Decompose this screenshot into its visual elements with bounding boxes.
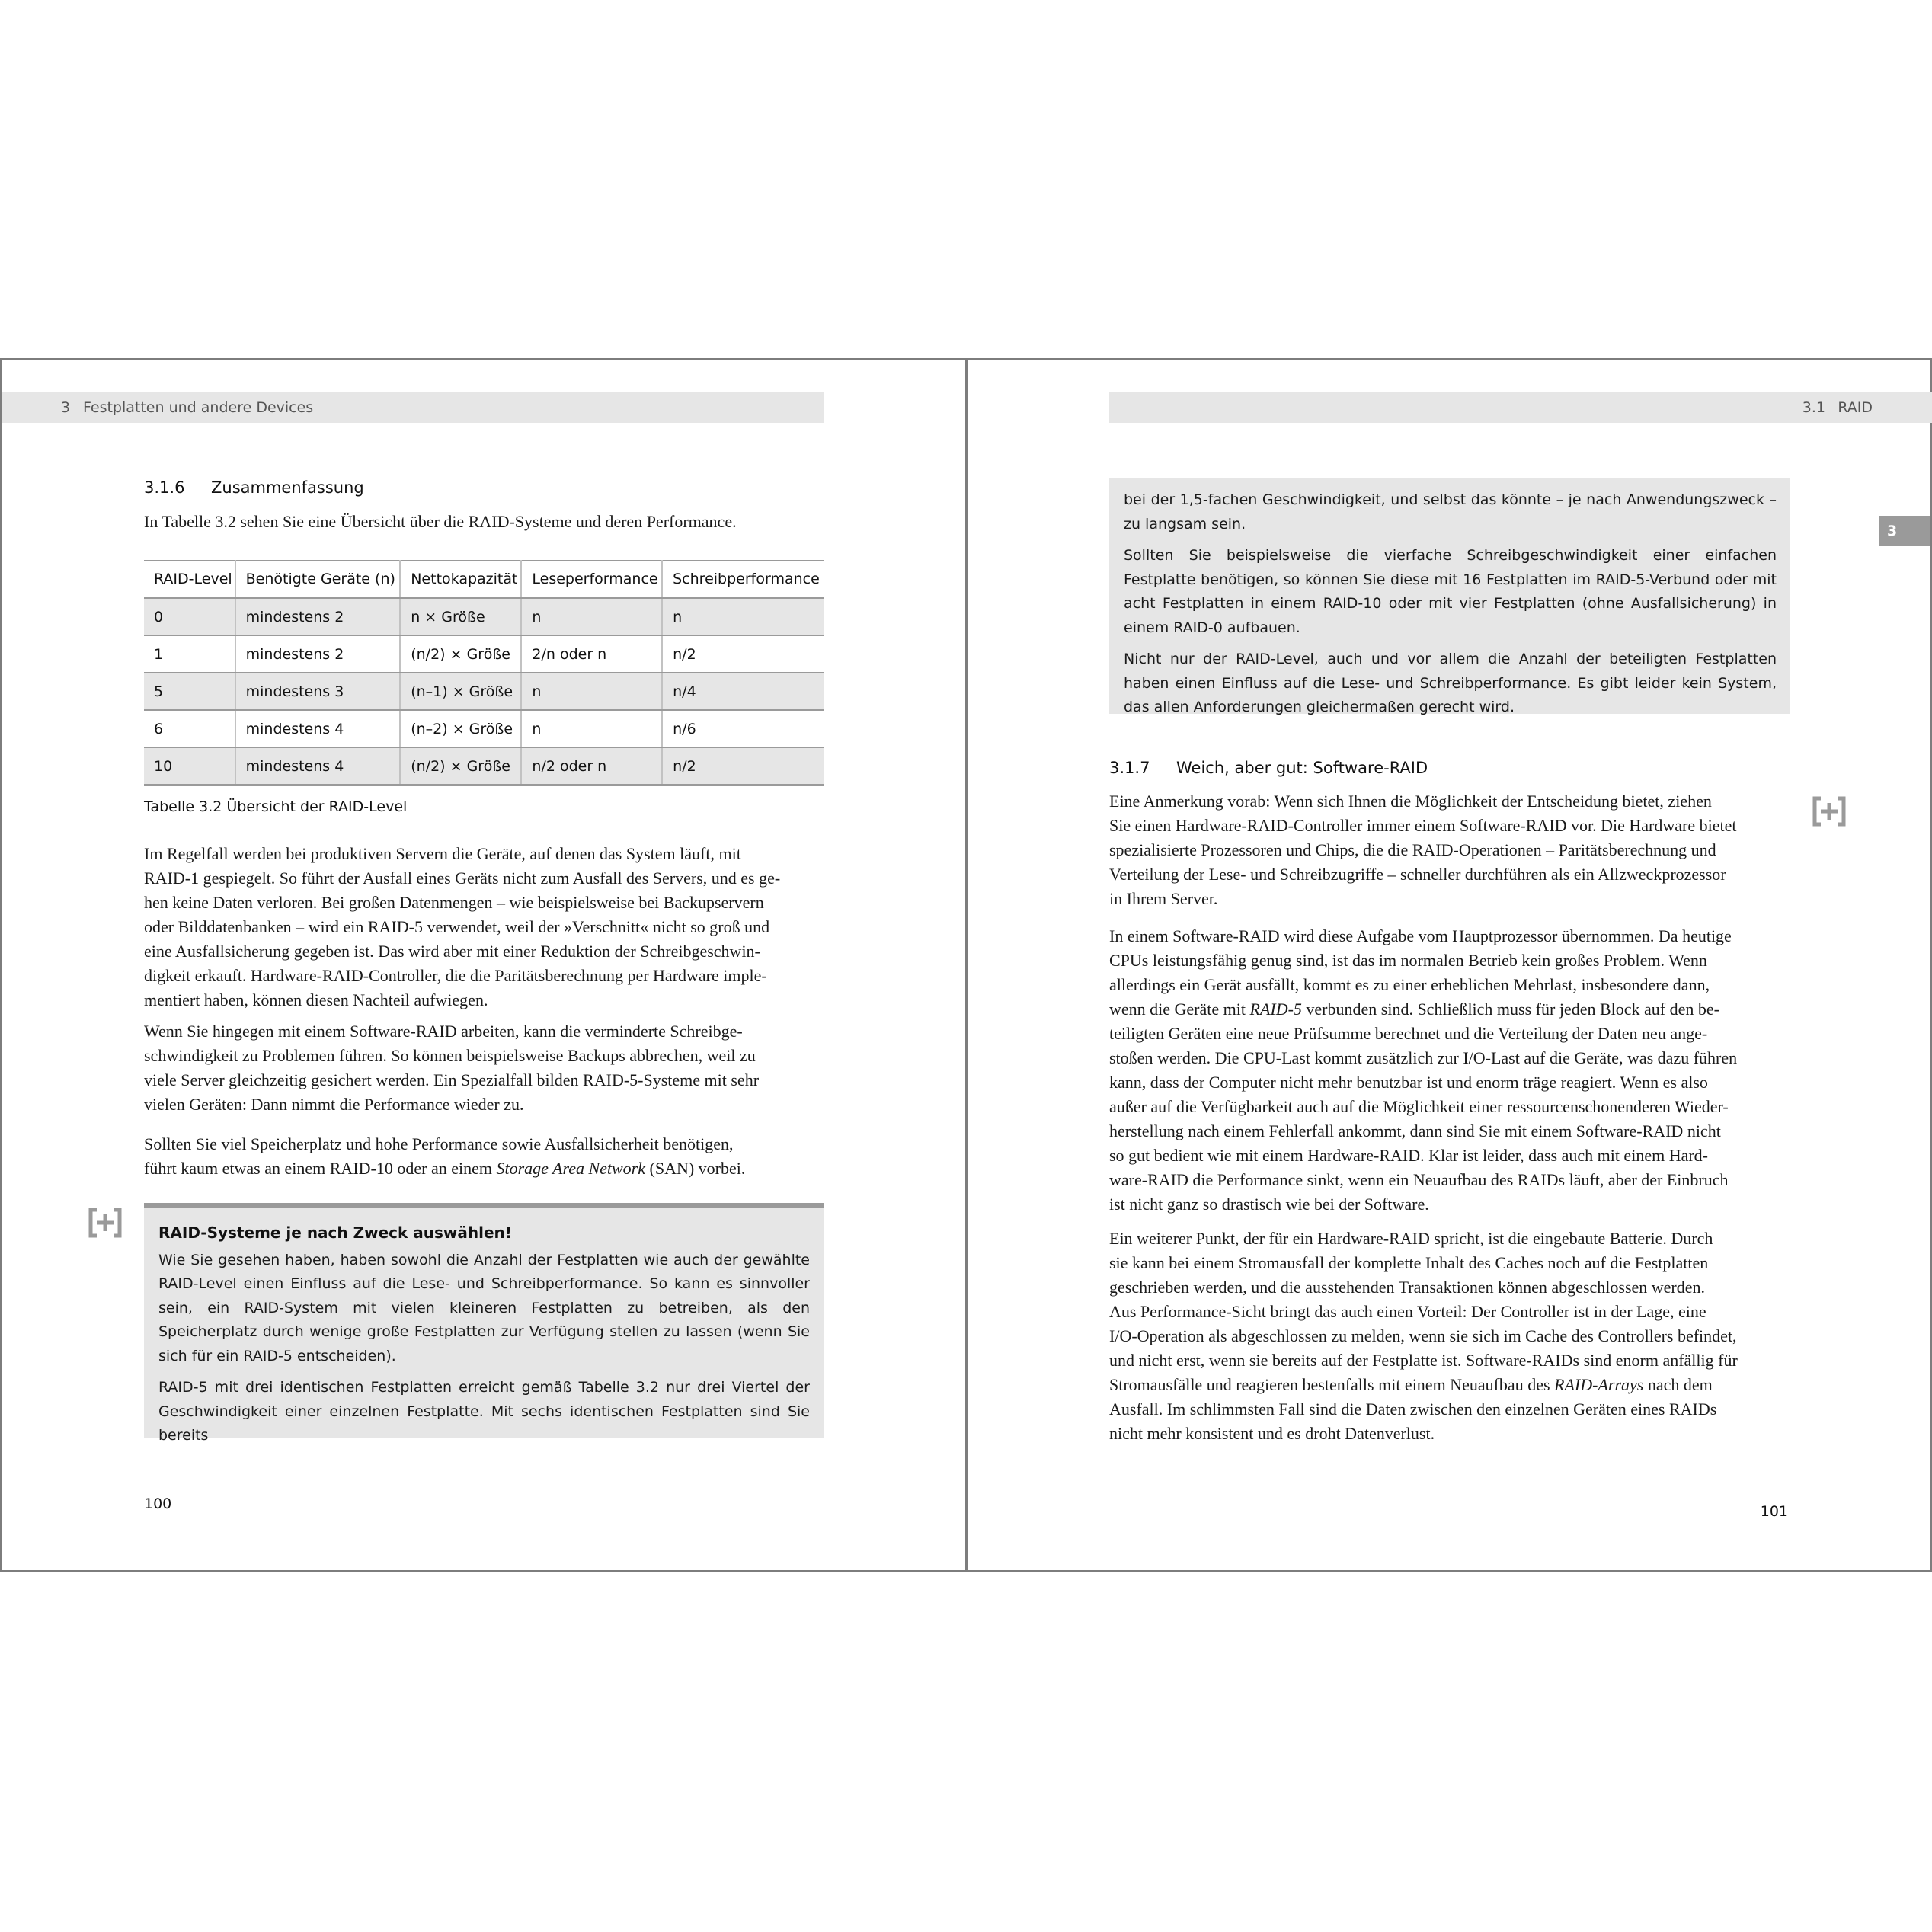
- intro-paragraph: [144, 510, 824, 534]
- table-cell: mindestens 4: [235, 710, 401, 747]
- table-cell: n/2: [662, 747, 824, 785]
- text-line: nicht mehr konsistent und es droht Datenverlust.: [1109, 1424, 1435, 1443]
- table-row: [144, 747, 824, 785]
- table-cell: (n–2) × Größe: [400, 710, 521, 747]
- table-caption: Tabelle 3.2 Übersicht der RAID-Level: [144, 798, 408, 815]
- text-line: Ein weiterer Punkt, der für ein Hardware-RAID spricht, ist die eingebaute Batterie. Durch: [1109, 1229, 1713, 1248]
- text-line: Ausfall. Im schlimmsten Fall sind die Daten zwischen den einzelnen Geräten eines RAIDs: [1109, 1399, 1717, 1419]
- page-number: 101: [1760, 1503, 1788, 1520]
- table-cell: (n–1) × Größe: [400, 673, 521, 710]
- text-line: ist nicht ganz so drastisch wie bei der Software.: [1109, 1195, 1429, 1214]
- column-header: Nettokapazität: [400, 561, 521, 598]
- chapter-title: Festplatten und andere Devices: [83, 399, 314, 416]
- table-header-row: [144, 561, 824, 598]
- text-line: I/O-Operation als abgeschlossen zu melden, wenn sie sich im Cache des Controllers befindet,: [1109, 1326, 1737, 1345]
- text-line: stoßen werden. Die CPU-Last kommt zusätzlich zur I/O-Last auf die Geräte, was dazu führen: [1109, 1048, 1738, 1067]
- text-line: vielen Geräten: Dann nimmt die Performance wieder zu.: [144, 1095, 524, 1114]
- page-number: 100: [144, 1495, 172, 1512]
- paragraph-2: [144, 1019, 824, 1117]
- text-line: geschrieben werden, und die ausstehenden Transaktionen können abgeschlossen werden.: [1109, 1278, 1706, 1297]
- text-line: kann, dass der Computer nicht mehr benutzbar ist und enorm träge reagiert. Wenn es also: [1109, 1073, 1708, 1092]
- paragraph-2: [1109, 924, 1790, 1217]
- tip-box-paragraph: Nicht nur der RAID-Level, auch und vor allem die Anzahl der beteiligten Festplatten haben einen Einfluss auf die Lese- und Schreibperformance. Es gibt leider kein System, das allen Anforderungen gleichermaßen gerecht wird.: [1124, 651, 1777, 715]
- table-cell: n: [521, 710, 662, 747]
- text-line: In einem Software-RAID wird diese Aufgabe vom Hauptprozessor übernommen. Da heutige: [1109, 926, 1732, 945]
- paragraph-3: [1109, 1227, 1790, 1446]
- text-line: herstellung nach einem Fehlerfall ankommt, dann sind Sie mit einem Software-RAID nicht: [1109, 1121, 1721, 1140]
- table-cell: mindestens 2: [235, 598, 401, 636]
- emphasis-term: RAID-5: [1249, 1000, 1302, 1019]
- tip-box-paragraph: bei der 1,5-fachen Geschwindigkeit, und selbst das könnte – je nach Anwendungszweck – zu langsam sein.: [1124, 491, 1777, 533]
- column-header: Benötigte Geräte (n): [235, 561, 401, 598]
- table-cell: n/4: [662, 673, 824, 710]
- text-line: Verteilung der Lese- und Schreibzugriffe – schneller durchführen als ein Allzweckprozessor: [1109, 865, 1726, 884]
- text-line: so gut bedient wie mit einem Hardware-RAID. Klar ist leider, dass auch mit einem Hard-: [1109, 1146, 1708, 1165]
- text-line: [1109, 1373, 1790, 1397]
- section-title: Zusammenfassung: [211, 478, 364, 497]
- right-page: [965, 358, 1932, 1572]
- text-line: viele Server gleichzeitig gesichert werden. Ein Spezialfall bilden RAID-5-Systeme mit sehr: [144, 1070, 760, 1089]
- text-line: Sie einen Hardware-RAID-Controller immer einem Software-RAID vor. Die Hardware bietet: [1109, 816, 1737, 835]
- table-cell: n: [521, 673, 662, 710]
- text-span: nach dem: [1643, 1375, 1713, 1394]
- emphasis-term: RAID-Arrays: [1554, 1375, 1644, 1394]
- text-line: CPUs leistungsfähig genug sind, ist das im normalen Betrieb kein großes Problem. Wenn: [1109, 951, 1707, 970]
- text-line: RAID-1 gespiegelt. So führt der Ausfall eines Geräts nicht zum Ausfall des Servers, und es ge-: [144, 868, 781, 888]
- tip-plus-icon: [88, 1208, 123, 1238]
- text-line: außer auf die Verfügbarkeit auch auf die Möglichkeit einer ressourcenschonenderen Wieder-: [1109, 1097, 1729, 1116]
- chapter-number: 3: [61, 399, 71, 416]
- text-line: [144, 1156, 824, 1181]
- column-header: Leseperformance: [521, 561, 662, 598]
- text-span: Stromausfälle und reagieren bestenfalls mit einem Neuaufbau des: [1109, 1375, 1555, 1394]
- tip-box-continued: [1109, 478, 1790, 714]
- section-heading: [144, 478, 364, 497]
- text-span: (SAN) vorbei.: [645, 1159, 746, 1178]
- text-line: Wenn Sie hingegen mit einem Software-RAID arbeiten, kann die verminderte Schreibge-: [144, 1022, 743, 1041]
- text-line: hen keine Daten verloren. Bei großen Datenmengen – wie beispielsweise bei Backupservern: [144, 893, 764, 912]
- text-line: Im Regelfall werden bei produktiven Servern die Geräte, auf denen das System läuft, mit: [144, 844, 741, 863]
- table-cell: mindestens 2: [235, 635, 401, 673]
- table-cell: 2/n oder n: [521, 635, 662, 673]
- tip-box-title: RAID-Systeme je nach Zweck auswählen!: [158, 1223, 512, 1242]
- left-page: [0, 358, 968, 1572]
- raid-table: [144, 560, 824, 786]
- section-number: 3.1: [1802, 399, 1825, 416]
- table-cell: n: [521, 598, 662, 636]
- table-cell: 0: [144, 598, 235, 636]
- text-line: in Ihrem Server.: [1109, 889, 1218, 908]
- table-cell: (n/2) × Größe: [400, 747, 521, 785]
- paragraph-3: [144, 1132, 824, 1181]
- paragraph-1: [144, 842, 824, 1012]
- emphasis-term: Storage Area Network: [496, 1159, 646, 1178]
- table-cell: n × Größe: [400, 598, 521, 636]
- running-head: [1109, 392, 1932, 423]
- table-cell: n: [662, 598, 824, 636]
- text-line: Eine Anmerkung vorab: Wenn sich Ihnen die Möglichkeit der Entscheidung bietet, ziehen: [1109, 792, 1712, 811]
- text-line: und nicht erst, wenn sie bereits auf der Festplatte ist. Software-RAIDs sind enorm anfällig für: [1109, 1351, 1738, 1370]
- table-row: [144, 598, 824, 636]
- text-line: mentiert haben, können diesen Nachteil aufwiegen.: [144, 990, 488, 1009]
- column-header: RAID-Level: [144, 561, 235, 598]
- table-cell: n/6: [662, 710, 824, 747]
- text-line: spezialisierte Prozessoren und Chips, die die RAID-Operationen – Paritätsberechnung und: [1109, 840, 1716, 859]
- text-line: [1109, 997, 1790, 1022]
- table-cell: 6: [144, 710, 235, 747]
- text-line: ware-RAID die Performance sinkt, wenn ein Neuaufbau des RAIDs läuft, aber der Einbruch: [1109, 1170, 1729, 1189]
- text-line: teiligten Geräten eine neue Prüfsumme berechnet und die Verteilung der Daten neu ange-: [1109, 1024, 1708, 1043]
- text-span: führt kaum etwas an einem RAID-10 oder an einem: [144, 1159, 497, 1178]
- text-line: Sollten Sie viel Speicherplatz und hohe Performance sowie Ausfallsicherheit benötigen,: [144, 1134, 734, 1153]
- text-line: schwindigkeit zu Problemen führen. So können beispielsweise Backups abbrechen, weil zu: [144, 1046, 756, 1065]
- section-title: RAID: [1838, 399, 1873, 416]
- tip-box-paragraph: Sollten Sie beispielsweise die vierfache Schreibgeschwindigkeit einer einfachen Festplatte benötigen, so können Sie diese mit 16 Festplatten im RAID-5-Verbund oder mit acht Festplatten in einem RAID-10 oder mit vier Festplatten (ohne Ausfallsicherung) in einem RAID-0 aufbauen.: [1124, 547, 1777, 636]
- paragraph-1: [1109, 789, 1790, 911]
- text-line: eine Ausfallsicherung gegeben ist. Das wird aber mit einer Reduktion der Schreibgeschwin-: [144, 942, 760, 961]
- section-title: Weich, aber gut: Software-RAID: [1176, 759, 1428, 777]
- intro-text: In Tabelle 3.2 sehen Sie eine Übersicht über die RAID-Systeme und deren Performance.: [144, 512, 737, 531]
- table-row: [144, 673, 824, 710]
- tip-box-paragraph: RAID-5 mit drei identischen Festplatten erreicht gemäß Tabelle 3.2 nur drei Viertel der Geschwindigkeit einer einzelnen Festplatte. Mit sechs identischen Festplatten sind Sie bereits: [158, 1379, 810, 1444]
- text-line: Aus Performance-Sicht bringt das auch einen Vorteil: Der Controller ist in der Lage, eine: [1109, 1302, 1706, 1321]
- column-header: Schreibperformance: [662, 561, 824, 598]
- tip-box: [144, 1203, 824, 1444]
- text-line: digkeit erkauft. Hardware-RAID-Controller, die die Paritätsberechnung per Hardware imple-: [144, 966, 767, 985]
- text-line: allerdings ein Gerät ausfällt, kommt es zu einer erheblichen Mehrlast, insbesondere dann,: [1109, 975, 1710, 994]
- table-cell: (n/2) × Größe: [400, 635, 521, 673]
- table-cell: mindestens 4: [235, 747, 401, 785]
- section-number: 3.1.6: [144, 478, 185, 497]
- section-heading: [1109, 759, 1428, 777]
- table-row: [144, 635, 824, 673]
- table-cell: 1: [144, 635, 235, 673]
- table-cell: 10: [144, 747, 235, 785]
- text-line: sie kann bei einem Stromausfall der komplette Inhalt des Caches noch auf die Festplatten: [1109, 1253, 1709, 1272]
- table-row: [144, 710, 824, 747]
- table-cell: mindestens 3: [235, 673, 401, 710]
- text-line: oder Bilddatenbanken – wird ein RAID-5 verwendet, weil der »Verschnitt« nicht so groß und: [144, 917, 770, 936]
- table-cell: n/2: [662, 635, 824, 673]
- chapter-tab: 3: [1879, 516, 1930, 546]
- text-span: verbunden sind. Schließlich muss für jeden Block auf den be-: [1301, 1000, 1719, 1019]
- table-cell: n/2 oder n: [521, 747, 662, 785]
- text-span: wenn die Geräte mit: [1109, 1000, 1250, 1019]
- tip-box-paragraph: Wie Sie gesehen haben, haben sowohl die Anzahl der Festplatten wie auch der gewählte RAID-Level einen Einfluss auf die Lese- und Schreibperformance. So kann es sinnvoller sein, ein RAID-System mit vielen kleineren Festplatten zu betreiben, als den Speicherplatz durch wenige große Festplatten zur Verfügung stellen zu lassen (wenn Sie sich für ein RAID-5 entscheiden).: [158, 1251, 810, 1364]
- table-cell: 5: [144, 673, 235, 710]
- running-head: [2, 392, 824, 423]
- section-number: 3.1.7: [1109, 759, 1150, 777]
- tip-plus-icon: [1812, 796, 1847, 827]
